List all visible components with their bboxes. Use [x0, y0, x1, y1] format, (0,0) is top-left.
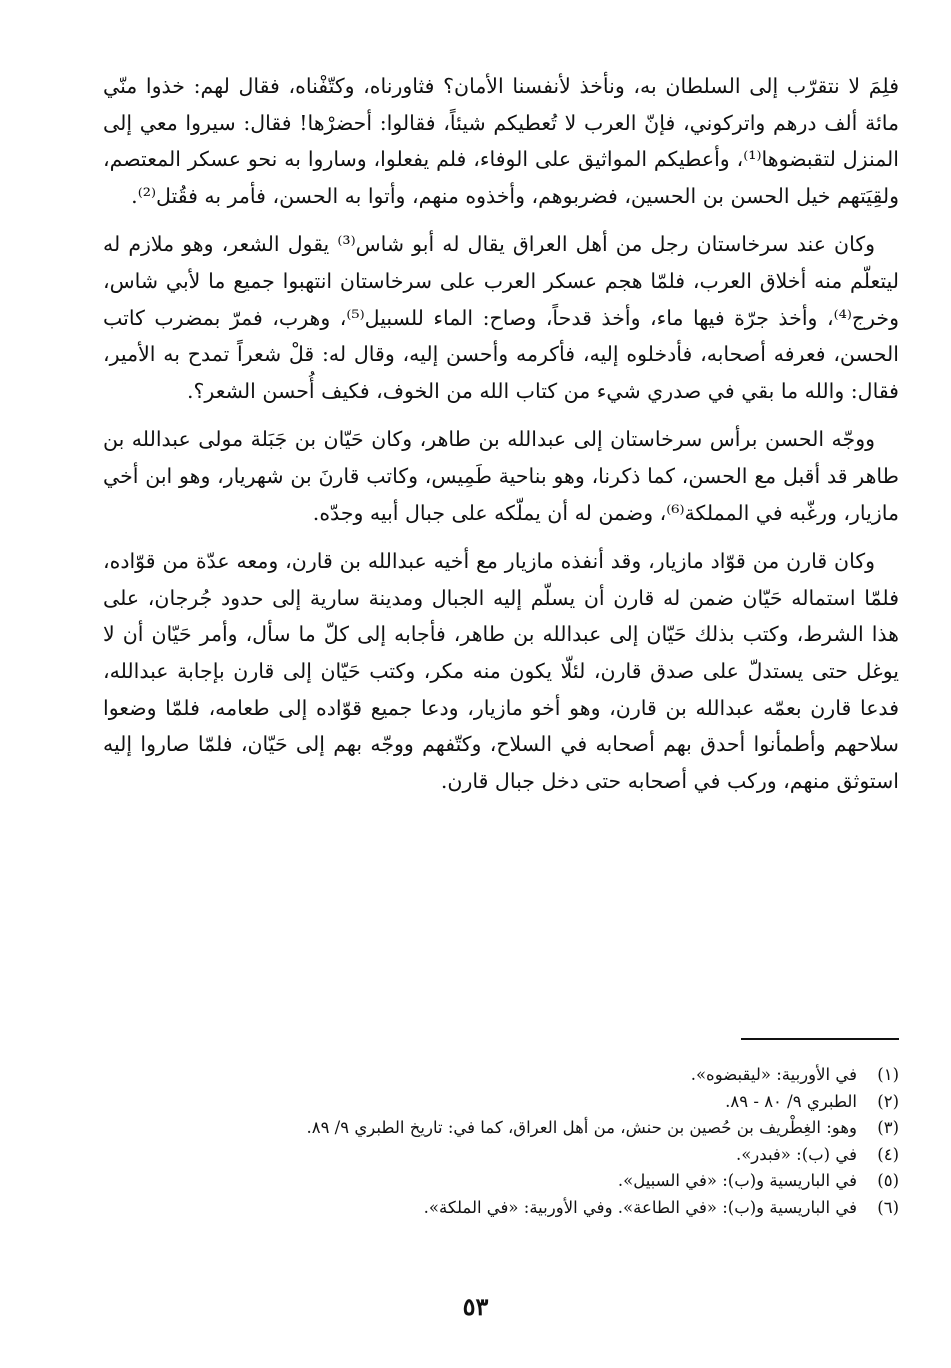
paragraph-1: فلِمَ لا نتقرّب إلى السلطان به، ونأخذ لأنفسنا الأمان؟ فثاورناه، وكتّفْناه، فقال لهم: خذوا منّي مائة ألف درهم واتركوني، فإنّ العرب لا تُعطيكم شيئاً، فقالوا: أحضرْها! فقال: سيروا معي إلى المنزل لتقبضوها⁽¹⁾، وأعطيكم المواثيق على الوفاء، فلم يفعلوا، وساروا به نحو عسكر المعتصم، ولقِيَتهم خيل الحسن بن الحسين، فضربوهم، وأخذوه منهم، وأتوا به الحسن، فأمر به فقُتل⁽²⁾.	[103, 74, 899, 208]
main-text	[103, 68, 899, 811]
paragraph-4: وكان قارن من قوّاد مازيار، وقد أنفذه مازيار مع أخيه عبدالله بن قارن، ومعه عدّة من قوّاده، فلمّا استماله حَيّان ضمن له قارن أن يسلّم إليه الجبال ومدينة سارية إلى حدود جُرجان، على هذا الشرط، وكتب بذلك حَيّان إلى عبدالله بن طاهر، فأجابه إلى كلّ ما سأل، وأمر حَيّان أن لا يوغل حتى يستدلّ على صدق قارن، لئلّا يكون منه مكر، وكتب حَيّان إلى قارن بإجابة عبدالله، فدعا قارن بعمّه عبدالله بن قارن، وهو أخو مازيار، ودعا جميع قوّاده إلى طعامه، فلمّا وضعوا سلاحهم وأطمأنوا أحدق بهم أصحابه في السلاح، وكتّفهم ووجّه بهم إلى حَيّان، فلمّا صاروا إليه استوثق منهم، وركب في أصحابه حتى دخل جبال قارن.	[103, 549, 899, 793]
footnote-text: في الباريسية و(ب): «في السبيل».	[617, 1171, 857, 1191]
footnote-text: الطبري ٩/ ٨٠ - ٨٩.	[725, 1091, 857, 1111]
footnote-number: (٥)	[877, 1171, 899, 1191]
paragraph-2: وكان عند سرخاستان رجل من أهل العراق يقال له أبو شاس⁽³⁾ يقول الشعر، وهو ملازم له ليتعلّم منه أخلاق العرب، فلمّا هجم عسكر العرب على سرخاستان انتهبوا جميع ما لأبي شاس، وخرج⁽⁴⁾، وأخذ جرّة فيها ماء، وأخذ قدحاً، وصاح: الماء للسبيل⁽⁵⁾، وهرب، فمرّ بمضرب كاتب الحسن، فعرفه أصحابه، فأدخلوه إليه، فأكرمه وأحسن إليه، وقال له: قلْ شعراً تمدح به الأمير، فقال: والله ما بقي في صدري شيء من كتاب الله من الخوف، فكيف أُحسن الشعر؟.	[103, 232, 899, 403]
footnote-1	[103, 1062, 899, 1089]
footnote-number: (٦)	[877, 1197, 899, 1217]
footnote-text: في الباريسية و(ب): «في الطاعة». وفي الأوربية: «في الملكة».	[423, 1197, 857, 1217]
footnote-number: (٤)	[877, 1144, 899, 1164]
footnotes	[103, 1062, 899, 1222]
page-number: ٥٣	[462, 1292, 489, 1321]
footnote-4	[103, 1142, 899, 1169]
footnote-6	[103, 1195, 899, 1222]
footnote-2	[103, 1089, 899, 1116]
footnote-number: (٣)	[877, 1118, 899, 1138]
footnote-text: وهو: الغِطْريف بن حُصين بن حنش، من أهل العراق، كما في: تاريخ الطبري ٩/ ٨٩.	[306, 1118, 857, 1138]
paragraph-3: ووجّه الحسن برأس سرخاستان إلى عبدالله بن طاهر، وكان حَيّان بن جَبَلة مولى عبدالله بن طاهر قد أقبل مع الحسن، كما ذكرنا، وهو بناحية طَمِيس، وكاتب قارنَ بن شهريار، وهو ابن أخي مازيار، ورغّبه في المملكة⁽⁶⁾، وضمن له أن يملّكه على جبال أبيه وجدّه.	[103, 427, 899, 525]
footnote-number: (١)	[877, 1065, 899, 1084]
footnote-divider	[741, 1038, 899, 1040]
footnote-3	[103, 1115, 899, 1142]
footnote-text: في (ب): «فبدر».	[735, 1144, 857, 1164]
footnote-5	[103, 1168, 899, 1195]
footnote-number: (٢)	[877, 1091, 899, 1111]
footnote-text: في الأوربية: «ليقبضوه».	[690, 1065, 857, 1084]
